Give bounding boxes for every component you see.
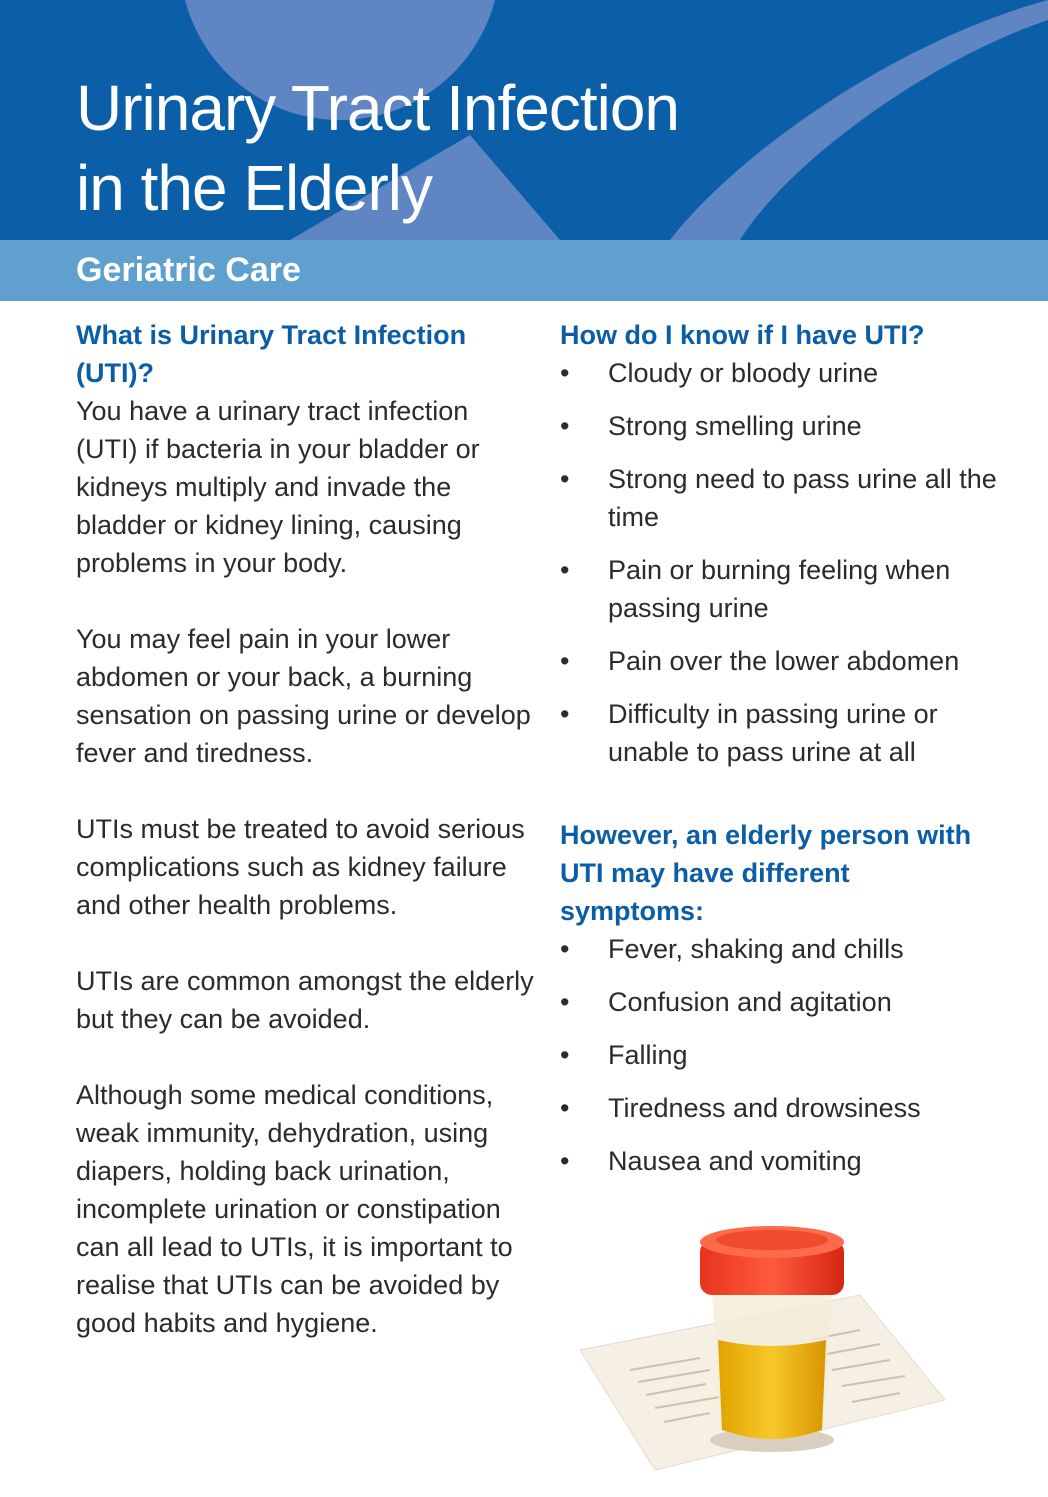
- urine-fill: [718, 1340, 826, 1439]
- symptoms-list: [560, 354, 1000, 771]
- elderly-symptoms-heading: However, an elderly person with UTI may have different symptoms:: [560, 820, 972, 926]
- list-item-text: Nausea and vomiting: [608, 1146, 862, 1176]
- bullet-icon: •: [560, 646, 570, 676]
- title-line-1: Urinary Tract Infection: [76, 72, 679, 144]
- right-column: [560, 316, 1000, 1195]
- urine-sample-image: [560, 1200, 980, 1480]
- header-banner: [0, 0, 1048, 240]
- paragraph-common: UTIs are common amongst the elderly but they can be avoided.: [76, 966, 534, 1034]
- list-item-text: Pain over the lower abdomen: [608, 646, 960, 676]
- decor-arc: [670, 0, 1048, 240]
- elderly-symptoms-list: [560, 930, 1000, 1180]
- list-item-text: Falling: [608, 1040, 688, 1070]
- list-item: [560, 407, 1000, 445]
- title-line-2: in the Elderly: [76, 152, 432, 224]
- list-item: [560, 695, 1000, 771]
- bullet-icon: •: [560, 699, 570, 729]
- list-item-text: Strong smelling urine: [608, 411, 862, 441]
- symptoms-heading: How do I know if I have UTI?: [560, 320, 925, 350]
- list-item-text: Fever, shaking and chills: [608, 934, 904, 964]
- left-column: [76, 316, 536, 1380]
- section-gap: [560, 786, 1000, 816]
- bullet-icon: •: [560, 934, 570, 964]
- subtitle: Geriatric Care: [76, 251, 301, 289]
- list-item: [560, 1142, 1000, 1180]
- paragraph-treatment: UTIs must be treated to avoid serious complications such as kidney failure and other health problems.: [76, 814, 525, 920]
- paragraph-pain: You may feel pain in your lower abdomen or your back, a burning sensation on passing urine or develop fever and tiredness.: [76, 624, 531, 768]
- bullet-icon: •: [560, 1040, 570, 1070]
- list-item: [560, 1089, 1000, 1127]
- list-item: [560, 1036, 1000, 1074]
- what-is-uti-heading: What is Urinary Tract Infection (UTI)?: [76, 320, 467, 388]
- cap-inner: [716, 1230, 828, 1250]
- list-item-text: Confusion and agitation: [608, 987, 892, 1017]
- list-item: [560, 354, 1000, 392]
- bullet-icon: •: [560, 987, 570, 1017]
- page-title: [76, 68, 679, 228]
- list-item: [560, 983, 1000, 1021]
- bullet-icon: •: [560, 555, 570, 585]
- urine-container-illustration: [560, 1200, 980, 1480]
- list-item-text: Difficulty in passing urine or unable to pass urine at all: [608, 699, 938, 767]
- paragraph-causes: Although some medical conditions, weak immunity, dehydration, using diapers, holding back urination, incomplete urination or constipation can all lead to UTIs, it is important to realise that UTIs can be avoided by good habits and hygiene.: [76, 1080, 513, 1338]
- bullet-icon: •: [560, 1146, 570, 1176]
- paragraph-definition: You have a urinary tract infection (UTI) if bacteria in your bladder or kidneys multiply and invade the bladder or kidney lining, causing problems in your body.: [76, 396, 480, 578]
- list-item: [560, 642, 1000, 680]
- bullet-icon: •: [560, 1093, 570, 1123]
- list-item-text: Pain or burning feeling when passing urine: [608, 555, 951, 623]
- list-item-text: Tiredness and drowsiness: [608, 1093, 921, 1123]
- list-item: [560, 460, 1000, 536]
- list-item-text: Strong need to pass urine all the time: [608, 464, 997, 532]
- bullet-icon: •: [560, 464, 570, 494]
- list-item-text: Cloudy or bloody urine: [608, 358, 879, 388]
- bullet-icon: •: [560, 358, 570, 388]
- list-item: [560, 551, 1000, 627]
- list-item: [560, 930, 1000, 968]
- bullet-icon: •: [560, 411, 570, 441]
